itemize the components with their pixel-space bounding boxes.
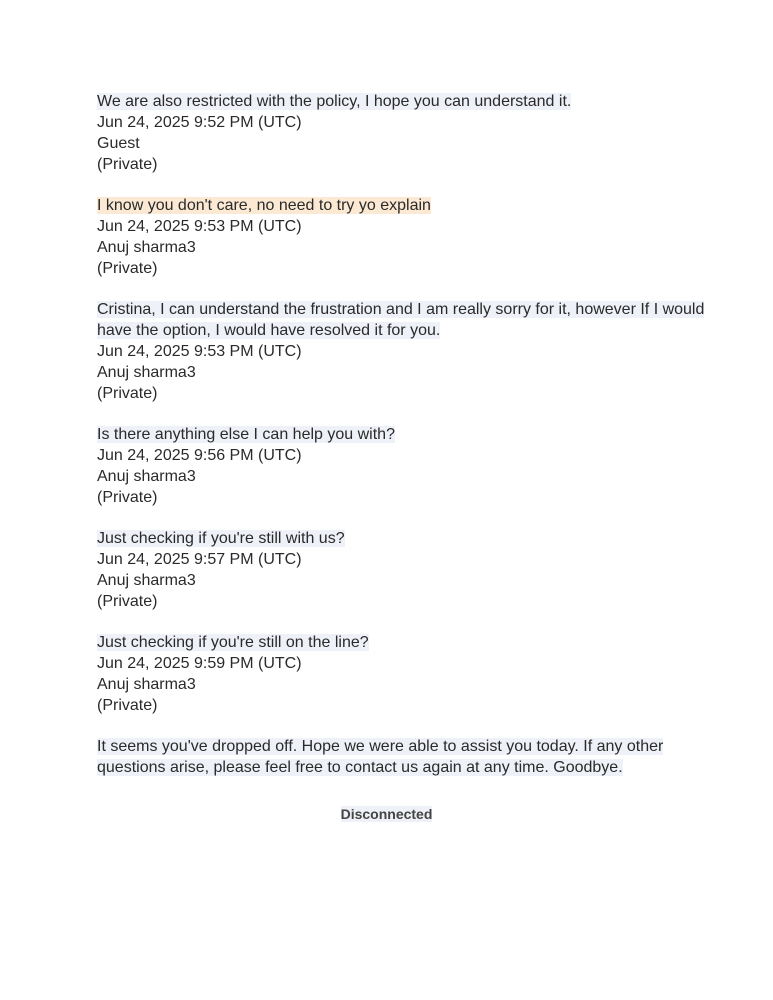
message-text: Is there anything else I can help you with? (97, 426, 395, 443)
message-author: Anuj sharma3 (97, 239, 196, 256)
message-author: Anuj sharma3 (97, 572, 196, 589)
message-timestamp: Jun 24, 2025 9:56 PM (UTC) (97, 447, 302, 464)
chat-message (97, 91, 717, 175)
status-banner (0, 806, 773, 822)
message-text: Cristina, I can understand the frustration and I am really sorry for it, however If I would have the option, I would have resolved it for you. (97, 301, 705, 339)
chat-transcript (97, 91, 717, 798)
chat-message (97, 632, 717, 716)
message-author: Anuj sharma3 (97, 468, 196, 485)
message-text-highlighted: I know you don't care, no need to try yo explain (97, 197, 431, 214)
message-visibility: (Private) (97, 593, 158, 610)
message-author: Anuj sharma3 (97, 364, 196, 381)
closing-message-text: It seems you've dropped off. Hope we were able to assist you today. If any other questions arise, please feel free to contact us again at any time. Goodbye. (97, 738, 664, 776)
message-visibility: (Private) (97, 489, 158, 506)
message-visibility: (Private) (97, 385, 158, 402)
chat-message (97, 299, 717, 404)
message-text: Just checking if you're still on the line? (97, 634, 369, 651)
message-visibility: (Private) (97, 697, 158, 714)
chat-message (97, 528, 717, 612)
message-author: Guest (97, 135, 140, 152)
message-timestamp: Jun 24, 2025 9:57 PM (UTC) (97, 551, 302, 568)
message-timestamp: Jun 24, 2025 9:52 PM (UTC) (97, 114, 302, 131)
chat-message (97, 195, 717, 279)
message-timestamp: Jun 24, 2025 9:59 PM (UTC) (97, 655, 302, 672)
message-visibility: (Private) (97, 260, 158, 277)
chat-message (97, 424, 717, 508)
message-timestamp: Jun 24, 2025 9:53 PM (UTC) (97, 218, 302, 235)
connection-status: Disconnected (340, 806, 433, 822)
message-author: Anuj sharma3 (97, 676, 196, 693)
message-visibility: (Private) (97, 156, 158, 173)
message-timestamp: Jun 24, 2025 9:53 PM (UTC) (97, 343, 302, 360)
message-text: We are also restricted with the policy, I hope you can understand it. (97, 93, 572, 110)
message-text: Just checking if you're still with us? (97, 530, 345, 547)
closing-message (97, 736, 717, 778)
